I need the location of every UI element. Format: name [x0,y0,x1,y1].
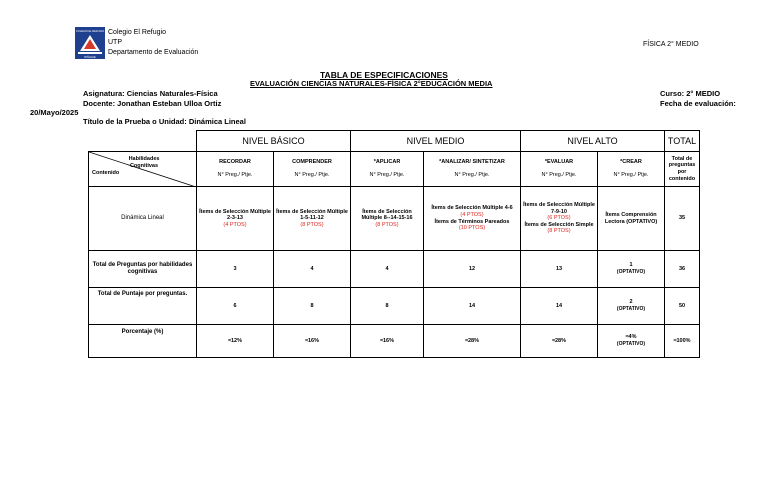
points-aplicar: 8 [351,288,424,325]
unit-title-line: Título de la Prueba o Unidad: Dinámica Lineal [83,117,246,126]
school-logo [75,27,105,59]
skill-aplicar: *APLICAR N° Preg./ Ptje. [351,152,424,187]
evaluation-date-line: Fecha de evaluación: [660,99,736,108]
points-analizar: 14 [424,288,521,325]
date-line: 20/Mayo/2025 [30,108,79,117]
questions-crear: 1 (OPTATIVO) [598,251,665,288]
questions-evaluar: 13 [521,251,598,288]
logo-text-top: COLEGIO EL REFUGIO [75,30,105,33]
skill-comprender: COMPRENDER N° Preg./ Ptje. [274,152,351,187]
preg-label: N° Preg./ Ptje. [369,172,405,179]
preg-label: N° Preg./ Ptje. [294,172,330,179]
questions-total: 36 [665,251,700,288]
preg-label: N° Preg./ Ptje. [217,172,253,179]
skill-crear: *CREAR N° Preg./ Ptje. [598,152,665,187]
percent-evaluar: ≈28% [521,325,598,358]
preg-label: N° Preg./ Ptje. [541,172,577,179]
department-name: Departamento de Evaluación [108,49,199,56]
course-header-right: FÍSICA 2° MEDIO [643,41,699,48]
percent-crear: ≈4% (OPTATIVO) [598,325,665,358]
points-total: 50 [665,288,700,325]
preg-label: N° Preg./ Ptje. [613,172,649,179]
level-basic: NIVEL BÁSICO [197,131,351,152]
total-header: Total de preguntas por contenido [665,152,700,187]
percent-recordar: ≈12% [197,325,274,358]
skill-analizar: *ANALIZAR/ SINTETIZAR N° Preg./ Ptje. [424,152,521,187]
school-unit: UTP [108,39,122,46]
content-cell-evaluar: Ítems de Selección Múltiple 7-9-10 (6 PTOS) Ítems de Selección Simple (8 PTOS) [521,187,598,251]
level-total: TOTAL [665,131,700,152]
questions-aplicar: 4 [351,251,424,288]
corner-bottom-label: Contenido [92,170,120,176]
school-name: Colegio El Refugio [108,29,166,36]
questions-label: Total de Preguntas por habilidades cognitivas [89,251,197,288]
content-label: Dinámica Lineal [89,187,197,251]
specification-table [88,130,700,358]
preg-label: N° Preg./ Ptje. [454,172,490,179]
level-medium: NIVEL MEDIO [351,131,521,152]
logo-text-bottom: RIÑIHUE [84,55,96,59]
content-cell-analizar: Ítems de Selección Múltiple 4-6 (4 PTOS) Ítems de Términos Pareados (10 PTOS) [424,187,521,251]
points-label: Total de Puntaje por preguntas. [89,288,197,325]
content-cell-comprender: Ítems de Selección Múltiple 1-5-11-12 (8 PTOS) [274,187,351,251]
questions-analizar: 12 [424,251,521,288]
points-crear: 2 (OPTATIVO) [598,288,665,325]
points-row [89,288,700,325]
percent-aplicar: ≈16% [351,325,424,358]
teacher-line: Docente: Jonathan Esteban Ulloa Ortiz [83,99,222,108]
levels-row [89,131,700,152]
skills-row [89,152,700,187]
content-row [89,187,700,251]
points-evaluar: 14 [521,288,598,325]
document-title: TABLA DE ESPECIFICACIONES [320,70,448,80]
questions-comprender: 4 [274,251,351,288]
percent-row [89,325,700,358]
skill-recordar: RECORDAR N° Preg./ Ptje. [197,152,274,187]
content-total: 35 [665,187,700,251]
percent-comprender: ≈16% [274,325,351,358]
course-line: Curso: 2° MEDIO [660,89,721,98]
corner-top-label: Habilidades Cognitivas [128,156,160,169]
points-comprender: 8 [274,288,351,325]
content-cell-recordar: Ítems de Selección Múltiple 2-3-13 (4 PTOS) [197,187,274,251]
corner-empty [89,131,197,152]
points-recordar: 6 [197,288,274,325]
level-high: NIVEL ALTO [521,131,665,152]
document-subtitle: EVALUACIÓN CIENCIAS NATURALES-FÍSICA 2°EDUCACIÓN MEDIA [250,79,493,88]
percent-analizar: ≈28% [424,325,521,358]
content-cell-crear: Ítems Comprensión Lectora (OPTATIVO) [598,187,665,251]
skill-evaluar: *EVALUAR N° Preg./ Ptje. [521,152,598,187]
corner-cell [89,152,197,187]
subject-line: Asignatura: Ciencias Naturales-Física [83,89,218,98]
questions-row [89,251,700,288]
content-cell-aplicar: Ítems de Selección Múltiple 8--14-15-16 (8 PTOS) [351,187,424,251]
percent-label: Porcentaje (%) [89,325,197,358]
percent-total: ≈100% [665,325,700,358]
questions-recordar: 3 [197,251,274,288]
